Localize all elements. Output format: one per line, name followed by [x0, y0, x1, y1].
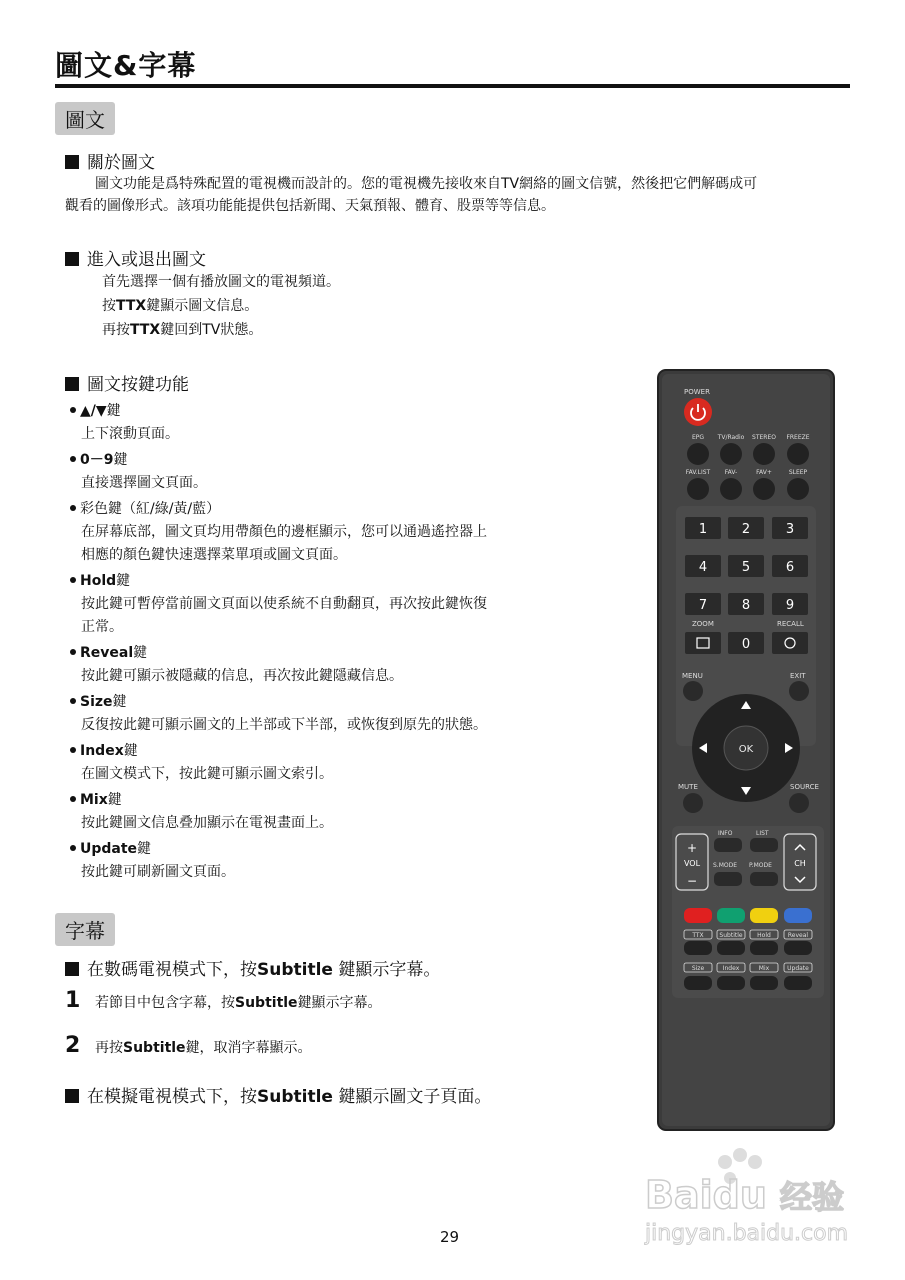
recall-button[interactable]	[772, 632, 808, 654]
watermark-brand: Baidu	[645, 1173, 767, 1217]
bullet-dot-icon	[70, 796, 76, 802]
square-bullet-icon	[65, 962, 79, 976]
volume-up-icon: +	[686, 841, 698, 855]
about-line2: 觀看的圖像形式。該項功能能提供包括新聞、天氣預報、體育、股票等等信息。	[65, 198, 555, 214]
favorite-button[interactable]	[687, 478, 709, 500]
source-label: SOURCE	[790, 783, 819, 791]
square-bullet-icon	[65, 377, 79, 391]
bullet-dot-icon	[70, 649, 76, 655]
power-label: POWER	[684, 388, 710, 396]
subtitle-analog-heading: 在模擬電視模式下，按Subtitle 鍵顯示圖文子頁面。	[65, 1082, 491, 1107]
key-item-description: 按此鍵可刷新圖文頁面。	[81, 864, 235, 880]
function-label: EPG	[691, 434, 705, 441]
menu-label: MENU	[682, 672, 703, 680]
menu-button[interactable]	[683, 681, 703, 701]
pmode-button[interactable]	[750, 872, 778, 886]
teletext-key-label: Update	[787, 965, 809, 972]
enter-exit-line1: 首先選擇一個有播放圖文的電視頻道。	[102, 274, 340, 290]
teletext-section-tag: 圖文	[55, 102, 115, 135]
teletext-key-button[interactable]	[717, 941, 745, 955]
title-rule	[55, 84, 850, 88]
key-item-description: 按此鍵可顯示被隱藏的信息，再次按此鍵隱藏信息。	[81, 668, 403, 684]
recall-label: RECALL	[777, 620, 804, 628]
key-functions-heading	[65, 370, 189, 395]
about-heading-text: 關於圖文	[87, 153, 155, 173]
function-label: FREEZE	[786, 434, 810, 441]
favorite-button[interactable]	[753, 478, 775, 500]
digit-label: 8	[741, 598, 751, 613]
mute-label: MUTE	[678, 783, 698, 791]
teletext-key-label: TTX	[692, 932, 704, 939]
favorite-label: FAV.LIST	[685, 469, 711, 476]
key-item-heading: Update鍵	[70, 838, 151, 860]
teletext-key-button[interactable]	[784, 941, 812, 955]
digit-label: 4	[698, 560, 708, 575]
color-key-button[interactable]	[750, 908, 778, 923]
function-button[interactable]	[753, 443, 775, 465]
info-button[interactable]	[714, 838, 742, 852]
pmode-label: P.MODE	[749, 862, 772, 869]
ch-label: CH	[794, 859, 806, 868]
digit-label: 7	[698, 598, 708, 613]
square-bullet-icon	[65, 1089, 79, 1103]
bullet-dot-icon	[70, 577, 76, 583]
page-number: 29	[440, 1228, 460, 1246]
mute-button[interactable]	[683, 793, 703, 813]
key-item-description: 按此鍵可暫停當前圖文頁面以使系統不自動翻頁，再次按此鍵恢復	[81, 596, 487, 612]
volume-down-icon: −	[686, 874, 698, 888]
key-item-description: 在圖文模式下，按此鍵可顯示圖文索引。	[81, 766, 333, 782]
key-item-heading: 0－9鍵	[70, 449, 127, 471]
favorite-label: FAV+	[756, 469, 772, 476]
key-item-heading: Mix鍵	[70, 789, 122, 811]
teletext-key-label: Index	[722, 965, 740, 972]
key-functions-heading-text: 圖文按鍵功能	[87, 375, 189, 395]
info-label: INFO	[718, 830, 733, 837]
key-item-heading: Size鍵	[70, 691, 127, 713]
color-key-button[interactable]	[784, 908, 812, 923]
key-item-description: 按此鍵圖文信息叠加顯示在電視畫面上。	[81, 815, 333, 831]
about-heading	[65, 148, 155, 173]
bullet-dot-icon	[70, 407, 76, 413]
enter-exit-line3: 再按TTX鍵回到TV狀態。	[102, 322, 263, 338]
key-item-heading: Reveal鍵	[70, 642, 147, 664]
list-label: LIST	[756, 830, 769, 837]
watermark-cn: 经验	[780, 1178, 845, 1216]
bullet-dot-icon	[70, 747, 76, 753]
source-button[interactable]	[789, 793, 809, 813]
function-label: TV/Radio	[717, 434, 745, 441]
bullet-dot-icon	[70, 698, 76, 704]
teletext-key-button[interactable]	[684, 976, 712, 990]
bullet-dot-icon	[70, 505, 76, 511]
teletext-key-label: Size	[691, 965, 705, 972]
teletext-key-button[interactable]	[750, 976, 778, 990]
color-key-button[interactable]	[717, 908, 745, 923]
favorite-label: FAV-	[724, 469, 738, 476]
enter-exit-heading-text: 進入或退出圖文	[87, 250, 206, 270]
page-title: 圖文&字幕	[55, 49, 197, 82]
vol-label: VOL	[683, 859, 701, 868]
subtitle-section-tag: 字幕	[55, 913, 115, 946]
digit-label: 9	[785, 598, 795, 613]
key-item-description: 相應的顏色鍵快速選擇菜單項或圖文頁面。	[81, 547, 347, 563]
favorite-label: SLEEP	[788, 469, 808, 476]
zoom-label: ZOOM	[692, 620, 714, 628]
digit-label: 6	[785, 560, 795, 575]
key-item-description: 在屏幕底部，圖文頁均用帶顏色的邊框顯示，您可以通過遙控器上	[81, 524, 487, 540]
function-button[interactable]	[687, 443, 709, 465]
enter-exit-heading	[65, 245, 206, 270]
key-item-heading: Index鍵	[70, 740, 138, 762]
subtitle-step-2: 2 再按Subtitle鍵，取消字幕顯示。	[65, 1033, 312, 1058]
subtitle-digital-heading: 在數碼電視模式下，按Subtitle 鍵顯示字幕。	[65, 955, 440, 980]
bullet-dot-icon	[70, 845, 76, 851]
function-button[interactable]	[720, 443, 742, 465]
key-item-description: 上下滾動頁面。	[81, 426, 179, 442]
digit-label: 1	[698, 522, 708, 537]
smode-button[interactable]	[714, 872, 742, 886]
enter-exit-line2: 按TTX鍵顯示圖文信息。	[102, 298, 259, 314]
teletext-key-button[interactable]	[684, 941, 712, 955]
about-line1: 圖文功能是爲特殊配置的電視機而設計的。您的電視機先接收來自TV網絡的圖文信號，然後把它們解碼成可	[95, 176, 758, 192]
key-item-heading: Hold鍵	[70, 570, 130, 592]
key-item-heading: ▲/▼鍵	[70, 400, 121, 422]
list-button[interactable]	[750, 838, 778, 852]
digit-label: 5	[741, 560, 751, 575]
color-key-button[interactable]	[684, 908, 712, 923]
teletext-key-button[interactable]	[717, 976, 745, 990]
zoom-button[interactable]	[685, 632, 721, 654]
exit-label: EXIT	[790, 672, 806, 680]
function-button[interactable]	[787, 443, 809, 465]
digit-label: 0	[741, 637, 751, 652]
watermark-url: jingyan.baidu.com	[645, 1221, 849, 1246]
favorite-button[interactable]	[787, 478, 809, 500]
smode-label: S.MODE	[713, 862, 738, 869]
square-bullet-icon	[65, 155, 79, 169]
key-item-description: 反復按此鍵可顯示圖文的上半部或下半部，或恢復到原先的狀態。	[81, 717, 487, 733]
teletext-key-button[interactable]	[784, 976, 812, 990]
key-item-heading: 彩色鍵（紅/綠/黃/藍）	[70, 498, 220, 520]
ok-label: OK	[738, 744, 754, 755]
teletext-key-button[interactable]	[750, 941, 778, 955]
teletext-key-label: Subtitle	[719, 932, 743, 939]
exit-button[interactable]	[789, 681, 809, 701]
digit-label: 2	[741, 522, 751, 537]
bullet-dot-icon	[70, 456, 76, 462]
teletext-key-label: Mix	[758, 965, 770, 972]
digit-label: 3	[785, 522, 795, 537]
key-item-description: 直接選擇圖文頁面。	[81, 475, 207, 491]
favorite-button[interactable]	[720, 478, 742, 500]
remote-control-illustration	[656, 368, 836, 1132]
key-item-description: 正常。	[81, 619, 123, 635]
subtitle-step-1: 1 若節目中包含字幕，按Subtitle鍵顯示字幕。	[65, 988, 382, 1013]
baidu-watermark	[640, 1140, 860, 1270]
teletext-key-label: Hold	[757, 932, 771, 939]
teletext-key-label: Reveal	[787, 932, 809, 939]
square-bullet-icon	[65, 252, 79, 266]
function-label: STEREO	[752, 434, 776, 441]
